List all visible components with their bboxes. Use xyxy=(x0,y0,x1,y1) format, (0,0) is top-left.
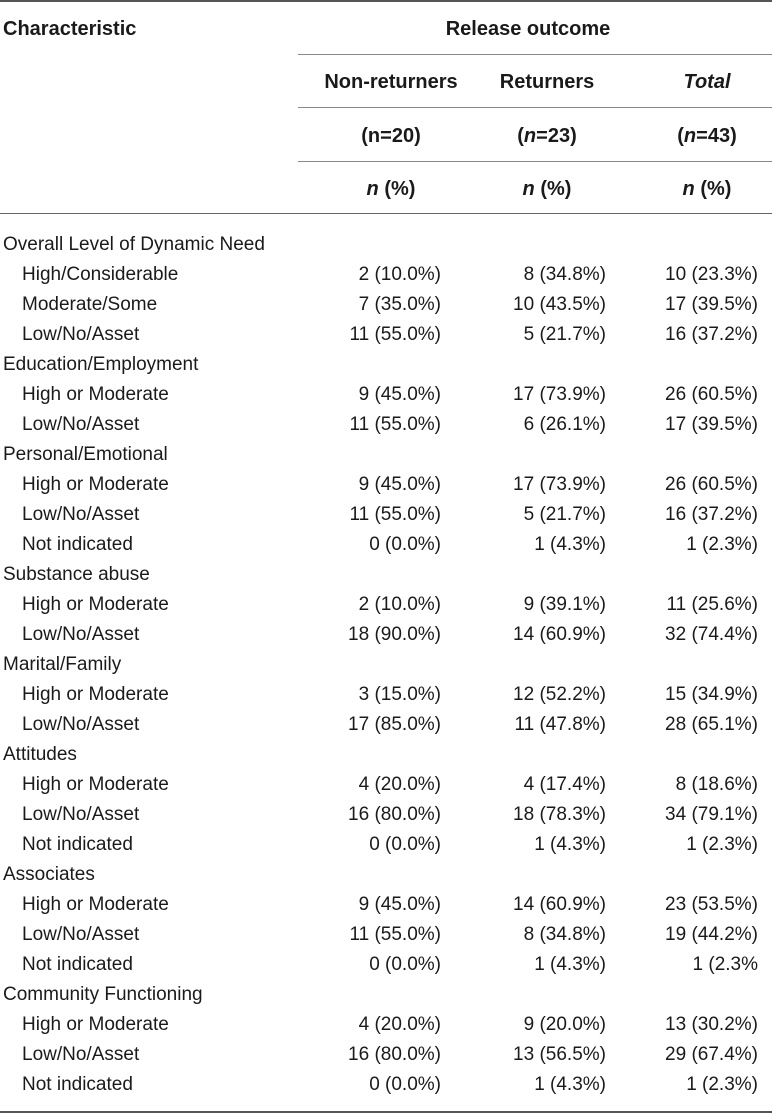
header-non-returners: Non-returners xyxy=(324,71,458,93)
table-row xyxy=(0,1070,772,1100)
returners-cell: 10 (43.5%) xyxy=(513,294,606,315)
non-returners-cell: 2 (10.0%) xyxy=(358,264,441,285)
row-label: Low/No/Asset xyxy=(22,714,140,735)
returners-cell: 1 (4.3%) xyxy=(534,534,606,555)
returners-cell: 14 (60.9%) xyxy=(513,894,606,915)
returners-cell: 13 (56.5%) xyxy=(513,1044,606,1065)
non-returners-cell: 0 (0.0%) xyxy=(369,1074,441,1095)
returners-cell: 6 (26.1%) xyxy=(523,414,606,435)
table-row xyxy=(0,380,772,410)
table-row xyxy=(0,770,772,800)
returners-cell: 18 (78.3%) xyxy=(513,804,606,825)
header-total-pct: n (%) xyxy=(682,178,732,200)
returners-cell: 9 (39.1%) xyxy=(523,594,606,615)
non-returners-cell: 2 (10.0%) xyxy=(358,594,441,615)
row-label: Not indicated xyxy=(22,834,133,855)
returners-cell: 4 (17.4%) xyxy=(523,774,606,795)
returners-cell: 11 (47.8%) xyxy=(514,714,606,735)
table-row xyxy=(0,830,772,860)
total-cell: 17 (39.5%) xyxy=(665,294,758,315)
header-returners: Returners xyxy=(499,71,595,93)
non-returners-cell: 3 (15.0%) xyxy=(358,684,441,705)
row-label: Low/No/Asset xyxy=(22,1044,140,1065)
table-row xyxy=(0,290,772,320)
total-cell: 28 (65.1%) xyxy=(665,714,758,735)
header-total-n: (n=43) xyxy=(677,125,737,147)
returners-cell: 9 (20.0%) xyxy=(523,1014,606,1035)
header-returners-pct: n (%) xyxy=(522,178,572,200)
non-returners-cell: 4 (20.0%) xyxy=(358,1014,441,1035)
row-label: Low/No/Asset xyxy=(22,324,140,345)
total-cell: 1 (2.3%) xyxy=(686,534,758,555)
row-label: Low/No/Asset xyxy=(22,804,140,825)
table-body xyxy=(0,230,772,1100)
group-label: Marital/Family xyxy=(3,654,122,675)
total-cell: 8 (18.6%) xyxy=(675,774,758,795)
total-cell: 1 (2.3%) xyxy=(686,1074,758,1095)
header-characteristic: Characteristic xyxy=(3,18,137,40)
total-cell: 11 (25.6%) xyxy=(666,594,758,615)
group-label: Attitudes xyxy=(3,744,77,765)
non-returners-cell: 11 (55.0%) xyxy=(349,324,441,345)
non-returners-cell: 9 (45.0%) xyxy=(358,474,441,495)
row-label: Low/No/Asset xyxy=(22,414,140,435)
non-returners-cell: 7 (35.0%) xyxy=(358,294,441,315)
total-cell: 1 (2.3%) xyxy=(686,834,758,855)
group-header-row xyxy=(0,440,772,470)
group-header-row xyxy=(0,350,772,380)
release-outcome-rule xyxy=(298,54,772,55)
group-header-row xyxy=(0,230,772,260)
total-cell: 19 (44.2%) xyxy=(665,924,758,945)
row-label: Not indicated xyxy=(22,534,133,555)
non-returners-cell: 16 (80.0%) xyxy=(348,804,441,825)
non-returners-cell: 4 (20.0%) xyxy=(358,774,441,795)
total-cell: 23 (53.5%) xyxy=(665,894,758,915)
returners-cell: 5 (21.7%) xyxy=(523,324,606,345)
returners-cell: 8 (34.8%) xyxy=(523,264,606,285)
non-returners-cell: 9 (45.0%) xyxy=(358,894,441,915)
non-returners-cell: 0 (0.0%) xyxy=(369,834,441,855)
table-row xyxy=(0,320,772,350)
header-non-returners-n: (n=20) xyxy=(361,125,421,147)
sample-size-rule xyxy=(298,161,772,162)
row-label: High/Considerable xyxy=(22,264,179,285)
total-cell: 15 (34.9%) xyxy=(665,684,758,705)
row-label: Not indicated xyxy=(22,954,133,975)
table-row xyxy=(0,590,772,620)
non-returners-cell: 18 (90.0%) xyxy=(348,624,441,645)
returners-cell: 1 (4.3%) xyxy=(534,834,606,855)
row-label: High or Moderate xyxy=(22,384,169,405)
header-returners-n: (n=23) xyxy=(517,125,577,147)
row-label: High or Moderate xyxy=(22,684,169,705)
returners-cell: 8 (34.8%) xyxy=(523,924,606,945)
header-total: Total xyxy=(683,71,731,93)
total-cell: 13 (30.2%) xyxy=(665,1014,758,1035)
total-cell: 16 (37.2%) xyxy=(665,324,758,345)
returners-cell: 14 (60.9%) xyxy=(513,624,606,645)
group-label: Substance abuse xyxy=(3,564,150,585)
table-row xyxy=(0,950,772,980)
table-row xyxy=(0,680,772,710)
total-cell: 16 (37.2%) xyxy=(665,504,758,525)
returners-cell: 12 (52.2%) xyxy=(513,684,606,705)
header-release-outcome: Release outcome xyxy=(445,18,611,40)
table-row xyxy=(0,620,772,650)
row-label: High or Moderate xyxy=(22,1014,169,1035)
total-cell: 10 (23.3%) xyxy=(665,264,758,285)
returners-cell: 5 (21.7%) xyxy=(523,504,606,525)
group-header-row xyxy=(0,860,772,890)
row-label: High or Moderate xyxy=(22,774,169,795)
group-header-row xyxy=(0,980,772,1010)
non-returners-cell: 0 (0.0%) xyxy=(369,954,441,975)
table-row xyxy=(0,410,772,440)
table-row xyxy=(0,890,772,920)
group-header-row xyxy=(0,650,772,680)
group-label: Associates xyxy=(3,864,95,885)
total-cell: 26 (60.5%) xyxy=(665,384,758,405)
table-row xyxy=(0,1010,772,1040)
row-label: Not indicated xyxy=(22,1074,133,1095)
total-cell: 17 (39.5%) xyxy=(665,414,758,435)
header-non-returners-pct: n (%) xyxy=(366,178,416,200)
total-cell: 34 (79.1%) xyxy=(665,804,758,825)
returners-cell: 17 (73.9%) xyxy=(513,474,606,495)
row-label: High or Moderate xyxy=(22,894,169,915)
row-label: Low/No/Asset xyxy=(22,504,140,525)
returners-cell: 1 (4.3%) xyxy=(534,954,606,975)
returners-cell: 1 (4.3%) xyxy=(534,1074,606,1095)
table-row xyxy=(0,1040,772,1070)
row-label: Low/No/Asset xyxy=(22,624,140,645)
row-label: Low/No/Asset xyxy=(22,924,140,945)
non-returners-cell: 0 (0.0%) xyxy=(369,534,441,555)
returners-cell: 17 (73.9%) xyxy=(513,384,606,405)
table-row xyxy=(0,920,772,950)
non-returners-cell: 17 (85.0%) xyxy=(348,714,441,735)
table-row xyxy=(0,470,772,500)
non-returners-cell: 11 (55.0%) xyxy=(349,414,441,435)
group-label: Personal/Emotional xyxy=(3,444,168,465)
row-label: High or Moderate xyxy=(22,594,169,615)
column-header-rule xyxy=(298,107,772,108)
table-row xyxy=(0,800,772,830)
row-label: High or Moderate xyxy=(22,474,169,495)
non-returners-cell: 11 (55.0%) xyxy=(349,924,441,945)
table-row xyxy=(0,530,772,560)
table-row xyxy=(0,260,772,290)
total-cell: 26 (60.5%) xyxy=(665,474,758,495)
total-cell: 32 (74.4%) xyxy=(665,624,758,645)
row-label: Moderate/Some xyxy=(22,294,158,315)
bottom-rule xyxy=(0,1111,772,1113)
header-bottom-rule xyxy=(0,213,772,214)
top-rule xyxy=(0,0,772,2)
non-returners-cell: 9 (45.0%) xyxy=(358,384,441,405)
table-row xyxy=(0,500,772,530)
total-cell: 1 (2.3% xyxy=(692,954,758,975)
table-row xyxy=(0,710,772,740)
group-label: Community Functioning xyxy=(3,984,203,1005)
group-label: Education/Employment xyxy=(3,354,199,375)
total-cell: 29 (67.4%) xyxy=(665,1044,758,1065)
non-returners-cell: 11 (55.0%) xyxy=(349,504,441,525)
non-returners-cell: 16 (80.0%) xyxy=(348,1044,441,1065)
group-label: Overall Level of Dynamic Need xyxy=(3,234,265,255)
group-header-row xyxy=(0,560,772,590)
group-header-row xyxy=(0,740,772,770)
